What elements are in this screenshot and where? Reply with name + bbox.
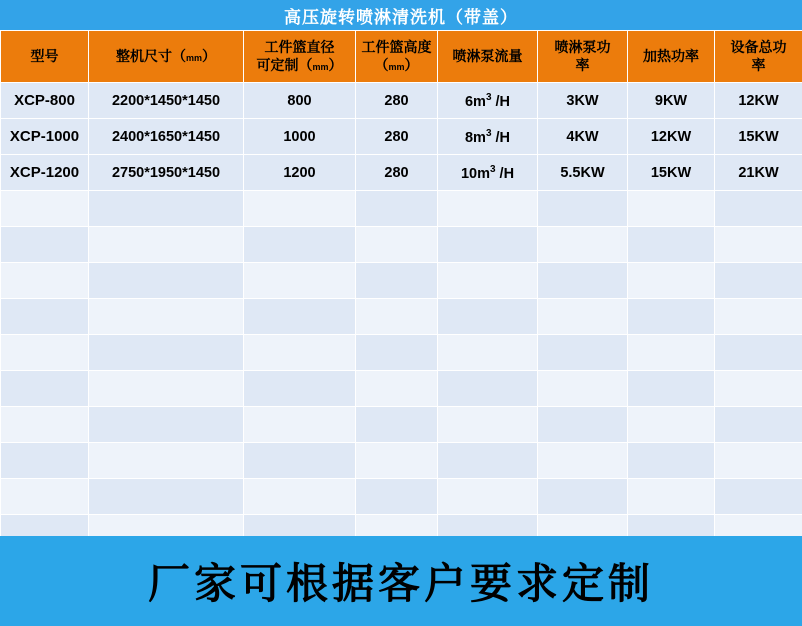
cell-empty (628, 191, 715, 227)
cell-empty (89, 479, 244, 515)
table-header-row (1, 31, 802, 83)
cell-empty (538, 227, 628, 263)
cell-model: XCP-800 (1, 83, 89, 119)
cell-empty (1, 371, 89, 407)
table-body (1, 83, 802, 587)
cell-empty (538, 407, 628, 443)
cell-empty (715, 335, 802, 371)
cell-heating-power: 9KW (628, 83, 715, 119)
cell-basket-height: 280 (356, 119, 438, 155)
cell-empty (1, 443, 89, 479)
cell-empty (244, 191, 356, 227)
column-header-total-power-label2: 率 (751, 56, 766, 73)
cell-pump-flow-unit: /H (495, 165, 515, 182)
column-header-dimensions (89, 31, 244, 83)
cell-empty (244, 371, 356, 407)
cell-model: XCP-1000 (1, 119, 89, 155)
cell-empty (628, 371, 715, 407)
cell-total-power: 12KW (715, 83, 802, 119)
table-row (1, 155, 802, 191)
cell-empty (438, 227, 538, 263)
table-row (1, 299, 802, 335)
table-row (1, 119, 802, 155)
column-header-basket-diameter-label: 工件篮直径 (264, 39, 335, 55)
cell-heating-power: 15KW (628, 155, 715, 191)
table-row (1, 263, 802, 299)
cell-empty (715, 443, 802, 479)
cell-empty (244, 443, 356, 479)
cell-empty (356, 227, 438, 263)
table-row (1, 191, 802, 227)
cell-empty (89, 191, 244, 227)
cell-pump-power: 3KW (538, 83, 628, 119)
cell-basket-diameter: 1200 (244, 155, 356, 191)
cell-empty (715, 371, 802, 407)
cell-empty (628, 227, 715, 263)
column-header-dimensions-label-end: ） (202, 47, 216, 64)
column-header-basket-height-label: 工件篮高度 (361, 39, 432, 55)
cell-dimensions: 2200*1450*1450 (89, 83, 244, 119)
cell-empty (715, 227, 802, 263)
cell-empty (715, 479, 802, 515)
column-header-heating-power-label: 加热功率 (643, 47, 699, 64)
cell-heating-power: 12KW (628, 119, 715, 155)
cell-empty (1, 335, 89, 371)
column-header-pump-power-label: 喷淋泵功 (554, 39, 611, 55)
cell-dimensions: 2400*1650*1450 (89, 119, 244, 155)
table-row (1, 371, 802, 407)
cell-empty (438, 407, 538, 443)
cell-empty (538, 191, 628, 227)
cell-pump-power: 4KW (538, 119, 628, 155)
cell-empty (628, 299, 715, 335)
cell-empty (1, 191, 89, 227)
cell-empty (244, 407, 356, 443)
cell-empty (628, 263, 715, 299)
cell-empty (244, 335, 356, 371)
cell-empty (89, 335, 244, 371)
column-header-model-label: 型号 (30, 47, 59, 64)
table-row (1, 479, 802, 515)
cell-empty (715, 191, 802, 227)
cell-pump-flow-exponent: 3 (489, 163, 496, 175)
cell-empty (244, 263, 356, 299)
cell-pump-flow-value: 8m (464, 129, 486, 146)
cell-empty (356, 299, 438, 335)
table-row (1, 443, 802, 479)
cell-empty (538, 371, 628, 407)
column-header-model (1, 31, 89, 83)
cell-empty (1, 263, 89, 299)
cell-pump-flow-unit: /H (491, 129, 511, 146)
cell-empty (356, 407, 438, 443)
cell-empty (89, 299, 244, 335)
cell-empty (89, 263, 244, 299)
cell-empty (438, 371, 538, 407)
cell-empty (89, 227, 244, 263)
spec-table (0, 30, 802, 587)
footer-banner (0, 536, 802, 626)
cell-pump-flow (438, 119, 538, 155)
cell-empty (1, 407, 89, 443)
cell-empty (438, 479, 538, 515)
footer-banner-text: 厂家可根据客户要求定制 (147, 559, 654, 608)
cell-pump-flow-value: 6m (464, 93, 486, 110)
cell-empty (1, 479, 89, 515)
column-header-basket-height (356, 31, 438, 83)
column-header-dimensions-unit: mm (185, 52, 202, 63)
cell-empty (538, 443, 628, 479)
column-header-basket-height-unit: mm (388, 61, 405, 72)
cell-empty (244, 479, 356, 515)
column-header-pump-flow (438, 31, 538, 83)
cell-empty (438, 443, 538, 479)
cell-basket-diameter: 1000 (244, 119, 356, 155)
table-row (1, 335, 802, 371)
cell-pump-flow-value: 10m (460, 165, 490, 182)
column-header-total-power (715, 31, 802, 83)
page-title (0, 0, 802, 30)
cell-total-power: 21KW (715, 155, 802, 191)
cell-basket-height: 280 (356, 83, 438, 119)
cell-pump-flow (438, 155, 538, 191)
cell-empty (438, 263, 538, 299)
column-header-basket-diameter (244, 31, 356, 83)
cell-pump-power: 5.5KW (538, 155, 628, 191)
cell-empty (89, 371, 244, 407)
cell-empty (244, 299, 356, 335)
column-header-basket-diameter-label2: 可定制（ (256, 56, 313, 73)
cell-empty (628, 407, 715, 443)
cell-empty (1, 299, 89, 335)
cell-empty (244, 227, 356, 263)
cell-basket-diameter: 800 (244, 83, 356, 119)
cell-empty (356, 443, 438, 479)
column-header-pump-power (538, 31, 628, 83)
column-header-basket-diameter-unit: mm (312, 61, 329, 72)
column-header-pump-flow-label: 喷淋泵流量 (452, 47, 523, 64)
cell-empty (715, 299, 802, 335)
cell-total-power: 15KW (715, 119, 802, 155)
cell-empty (715, 263, 802, 299)
cell-pump-flow (438, 83, 538, 119)
cell-empty (628, 335, 715, 371)
cell-empty (715, 407, 802, 443)
cell-empty (538, 299, 628, 335)
table-row (1, 407, 802, 443)
cell-empty (628, 443, 715, 479)
column-header-basket-height-label-end: ） (404, 56, 419, 73)
column-header-dimensions-label: 整机尺寸（ (115, 47, 186, 64)
cell-empty (438, 299, 538, 335)
cell-pump-flow-exponent: 3 (485, 127, 492, 139)
column-header-total-power-label: 设备总功 (730, 39, 787, 55)
cell-empty (356, 335, 438, 371)
cell-empty (438, 335, 538, 371)
column-header-basket-height-label2: （ (374, 56, 389, 73)
table-row (1, 83, 802, 119)
page-title-text: 高压旋转喷淋清洗机（带盖） (284, 7, 518, 27)
cell-empty (538, 479, 628, 515)
cell-empty (356, 371, 438, 407)
column-header-heating-power (628, 31, 715, 83)
cell-dimensions: 2750*1950*1450 (89, 155, 244, 191)
column-header-pump-power-label2: 率 (575, 56, 590, 73)
table-row (1, 227, 802, 263)
cell-empty (628, 479, 715, 515)
cell-pump-flow-unit: /H (491, 93, 511, 110)
cell-empty (356, 479, 438, 515)
cell-empty (89, 407, 244, 443)
cell-empty (356, 191, 438, 227)
cell-empty (89, 443, 244, 479)
cell-empty (1, 227, 89, 263)
cell-basket-height: 280 (356, 155, 438, 191)
cell-empty (538, 335, 628, 371)
cell-empty (438, 191, 538, 227)
cell-empty (538, 263, 628, 299)
column-header-basket-diameter-label-end: ） (328, 56, 343, 73)
cell-model: XCP-1200 (1, 155, 89, 191)
cell-empty (356, 263, 438, 299)
cell-pump-flow-exponent: 3 (485, 91, 492, 103)
